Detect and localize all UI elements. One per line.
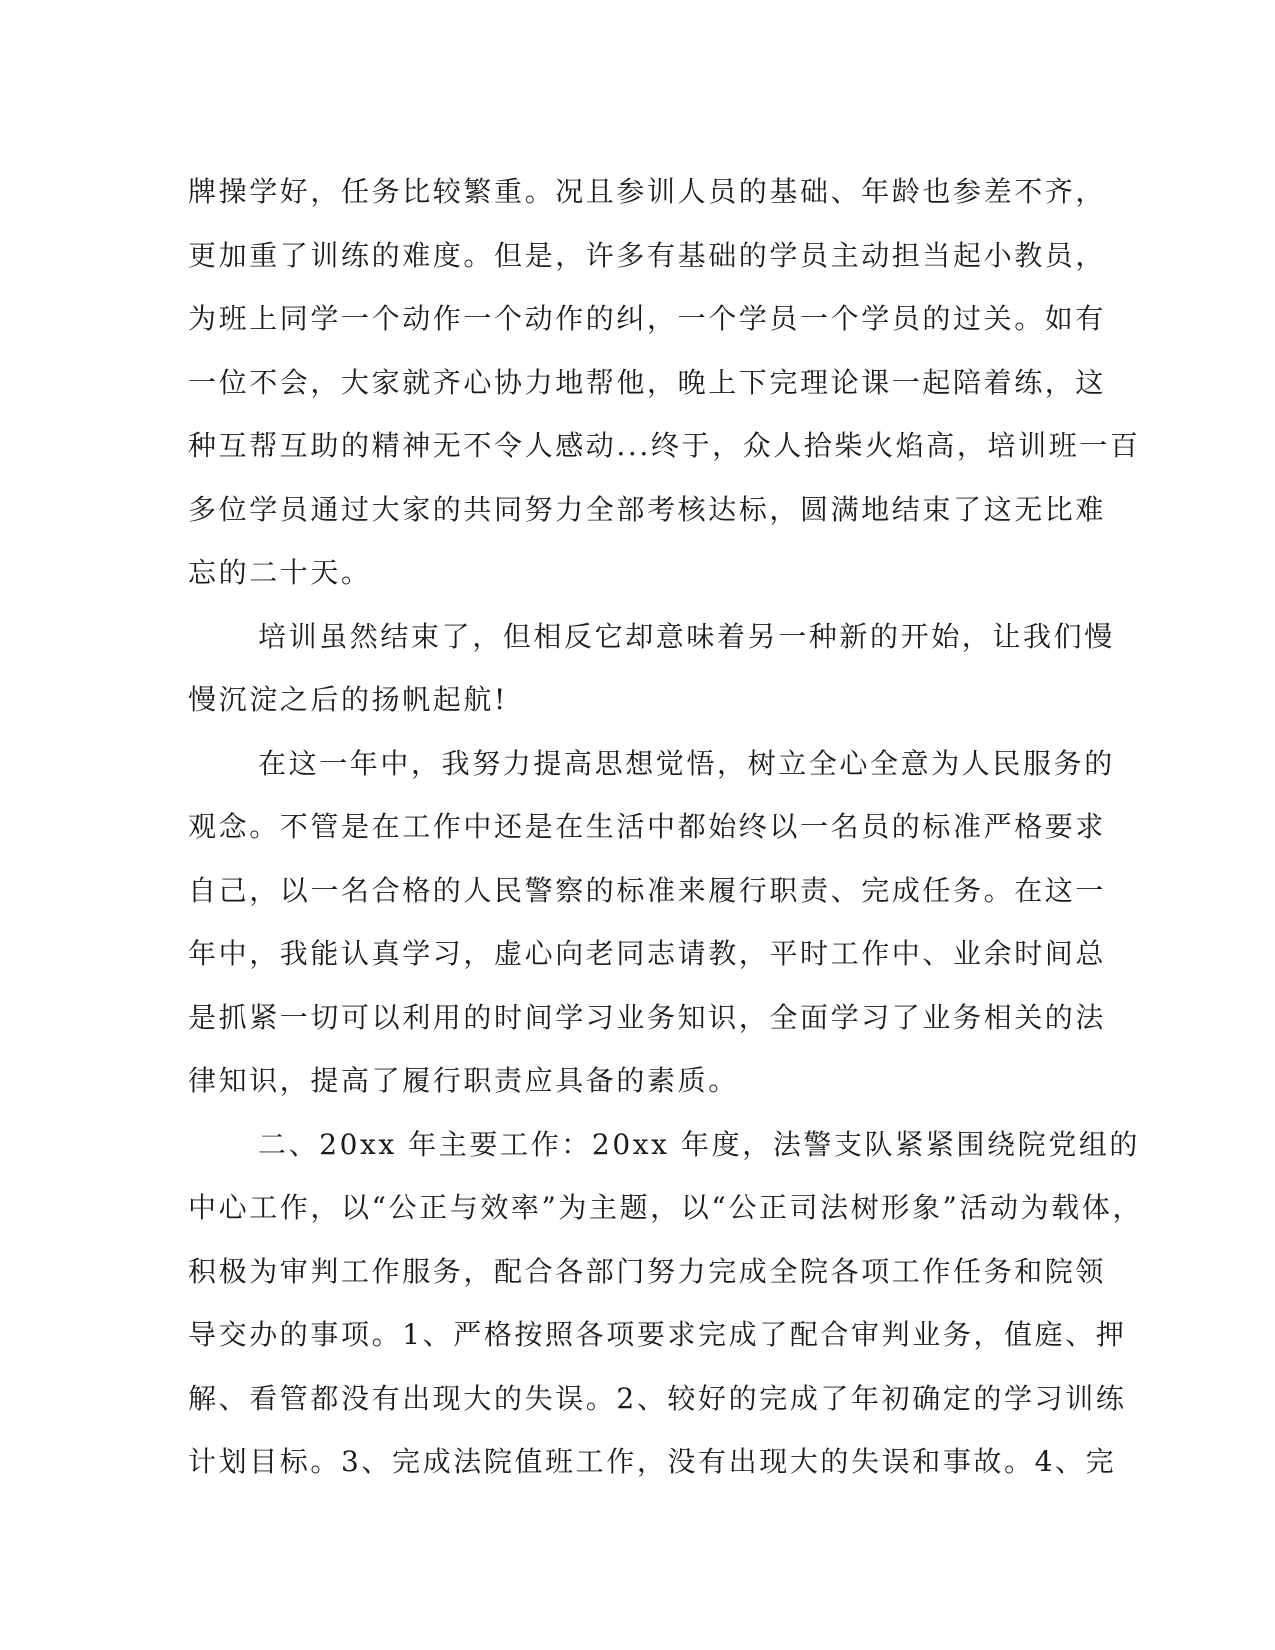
text-line: 计划目标。3、完成法院值班工作，没有出现大的失误和事故。4、完 (188, 1445, 1117, 1478)
text-line: 为班上同学一个动作一个动作的纠，一个学员一个学员的过关。如有 (188, 302, 1107, 335)
text-line: 牌操学好，任务比较繁重。况且参训人员的基础、年龄也参差不齐， (188, 175, 1107, 208)
text-line: 解、看管都没有出现大的失误。2、较好的完成了年初确定的学习训练 (188, 1381, 1127, 1415)
paragraph-first-line: 培训虽然结束了，但相反它却意味着另一种新的开始，让我们慢 (258, 619, 1115, 653)
text-line: 自己，以一名合格的人民警察的标准来履行职责、完成任务。在这一 (188, 873, 1107, 907)
text-line: 积极为审判工作服务，配合各部门努力完成全院各项工作任务和院领 (188, 1254, 1107, 1288)
text-line: 一位不会，大家就齐心协力地帮他，晚上下完理论课一起陪着练，这 (188, 365, 1107, 399)
text-line: 律知识，提高了履行职责应具备的素质。 (188, 1064, 739, 1097)
text-line: 导交办的事项。1、严格按照各项要求完成了配合审判业务，值庭、押 (188, 1318, 1127, 1351)
text-line: 慢沉淀之后的扬帆起航! (188, 683, 508, 716)
paragraph-first-line: 在这一年中，我努力提高思想觉悟，树立全心全意为人民服务的 (258, 746, 1115, 780)
paragraph-first-line: 二、20xx 年主要工作：20xx 年度，法警支队紧紧围绕院党组的 (258, 1127, 1141, 1161)
text-line: 多位学员通过大家的共同努力全部考核达标，圆满地结束了这无比难 (188, 492, 1107, 526)
text-line: 忘的二十天。 (188, 556, 372, 589)
text-line: 种互帮互助的精神无不令人感动...终于，众人拾柴火焰高，培训班一百 (188, 429, 1141, 462)
text-line: 中心工作，以“公正与效率”为主题，以“公正司法树形象”活动为载体， (188, 1191, 1144, 1224)
text-line: 年中，我能认真学习，虚心向老同志请教，平时工作中、业余时间总 (188, 937, 1107, 970)
text-line: 观念。不管是在工作中还是在生活中都始终以一名员的标准严格要求 (188, 810, 1107, 843)
document-body (188, 160, 1144, 1494)
text-line: 更加重了训练的难度。但是，许多有基础的学员主动担当起小教员， (188, 238, 1107, 272)
text-line: 是抓紧一切可以利用的时间学习业务知识，全面学习了业务相关的法 (188, 1000, 1107, 1034)
